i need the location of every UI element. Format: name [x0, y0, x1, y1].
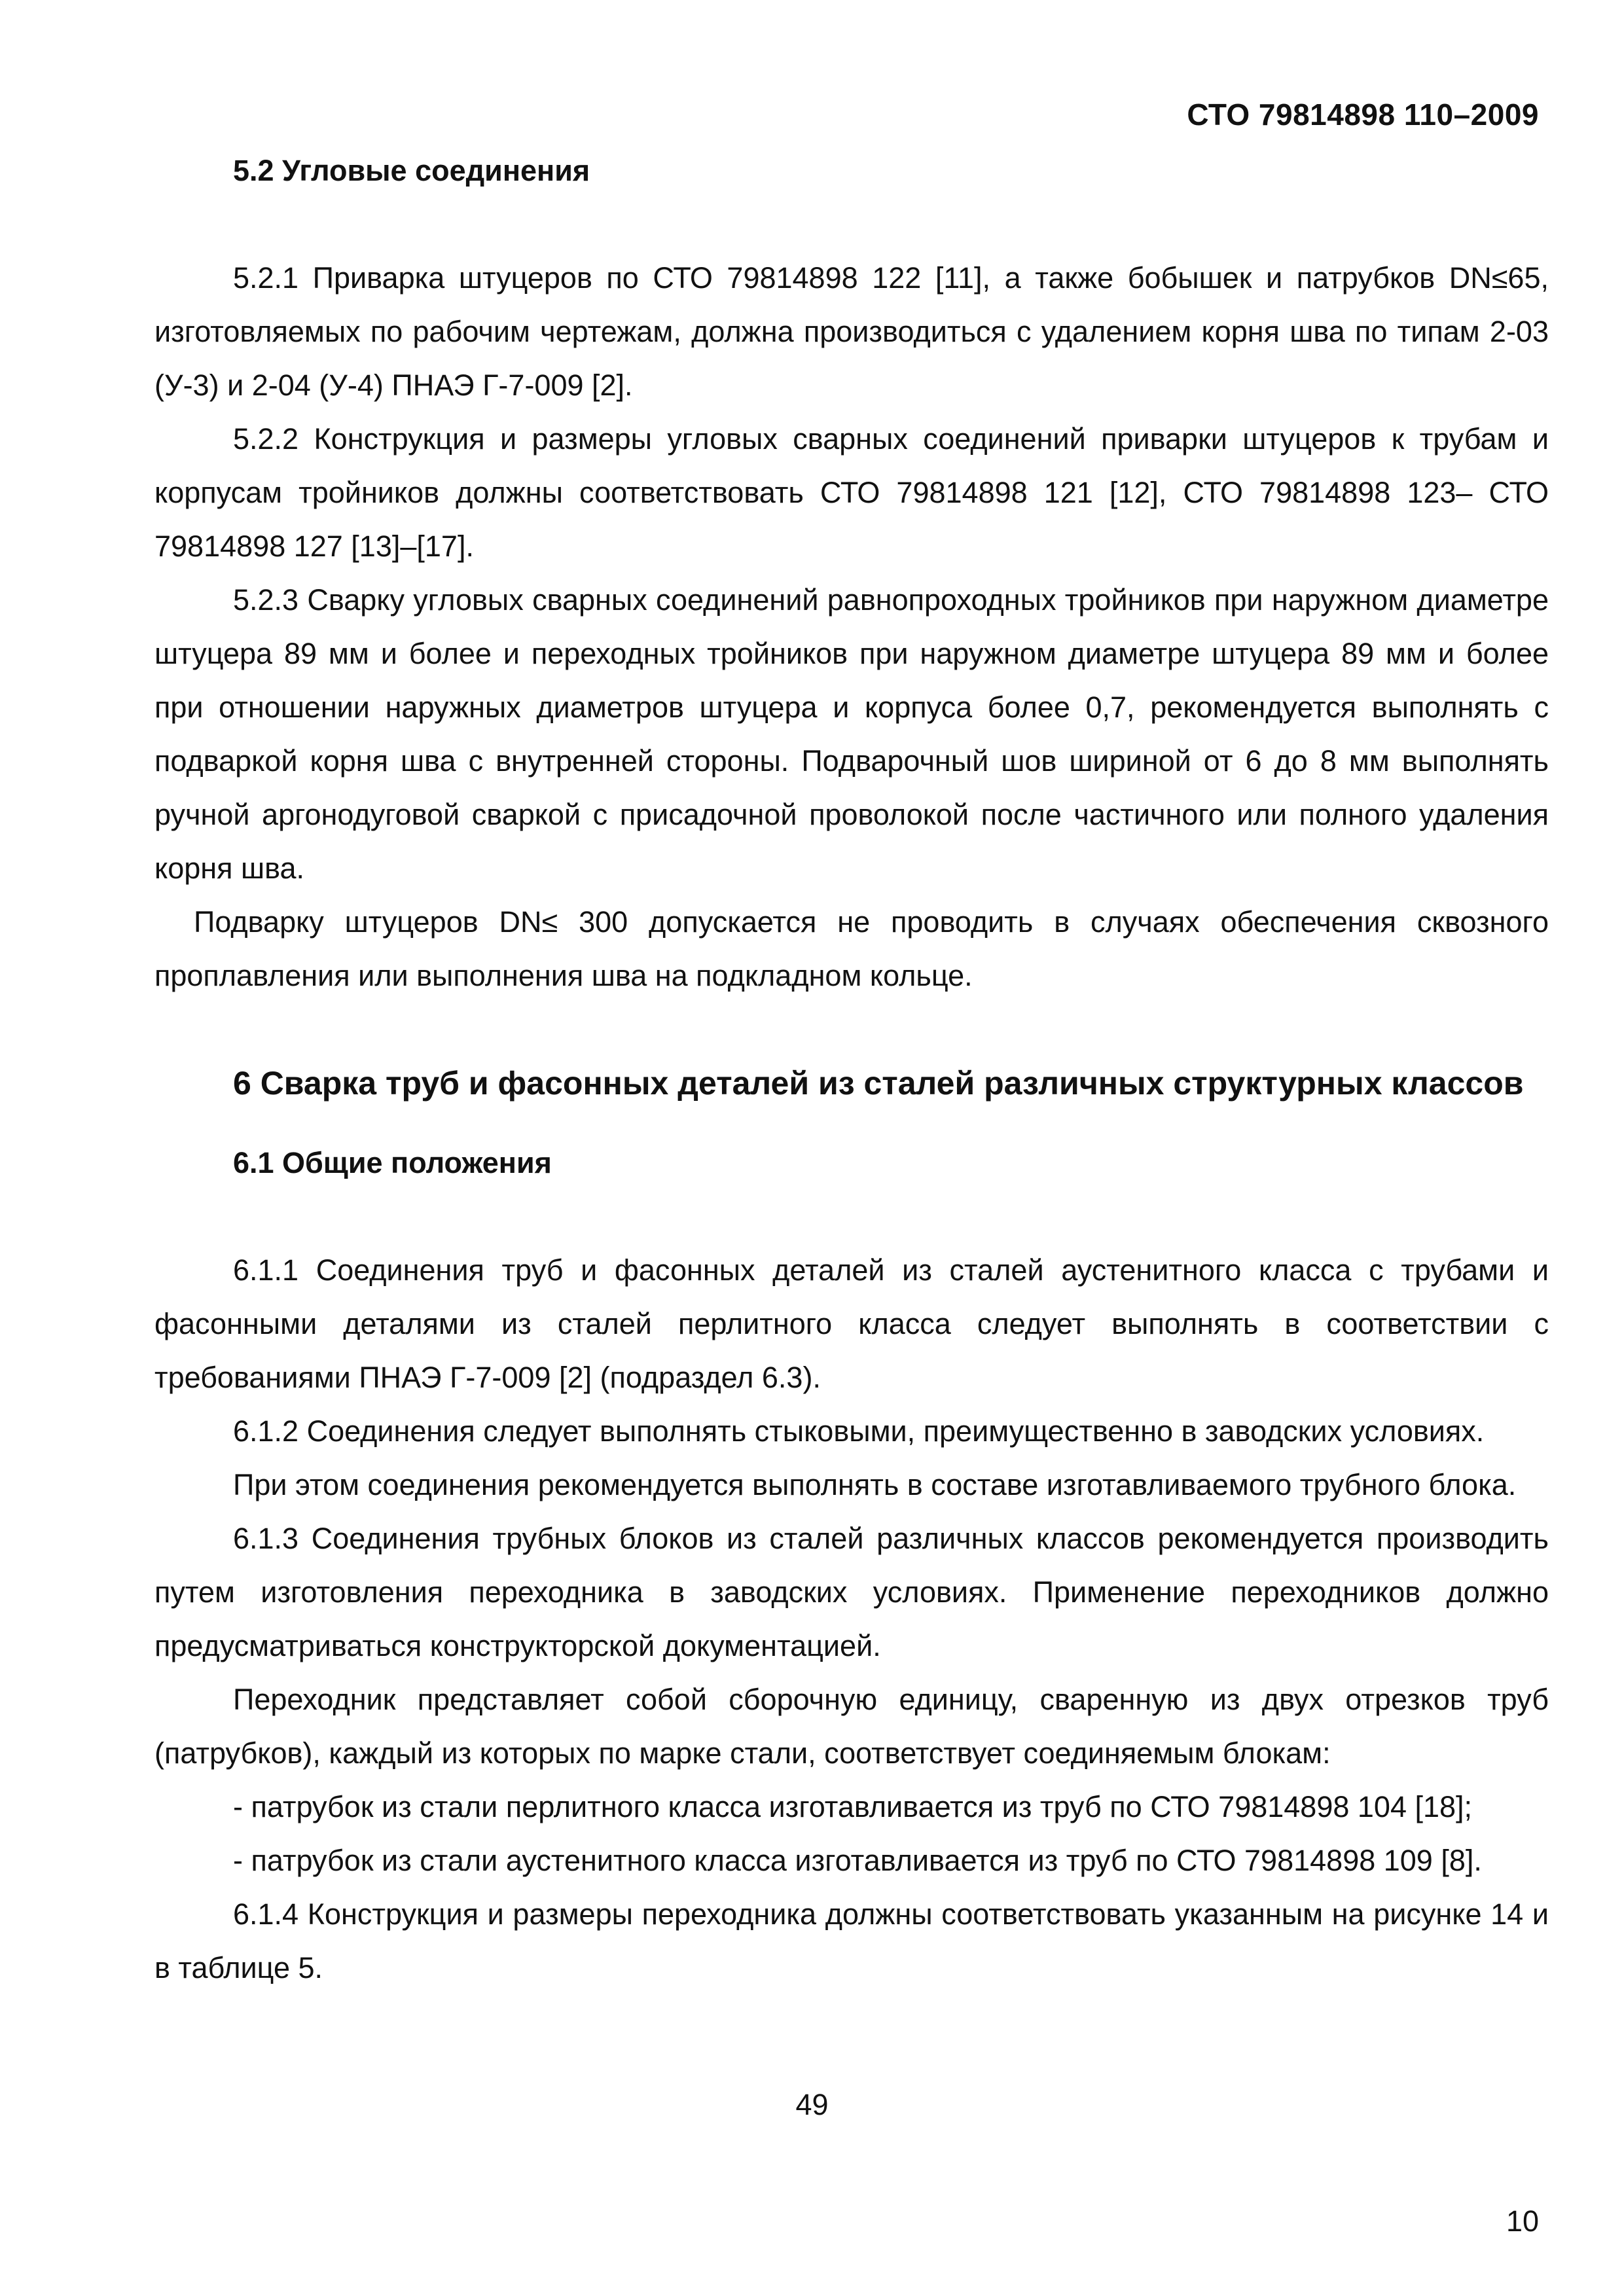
paragraph-5-2-1: 5.2.1 Приварка штуцеров по СТО 79814898 122 [11], а также бобышек и патрубков DN≤65, изготовляемых по рабочим чертежам, должна производиться с удалением корня шва по типам 2-03 (У-3) и 2-04 (У-4) ПНАЭ Г-7-009 [2].	[154, 261, 1549, 402]
paragraph-6-1-2-cont: При этом соединения рекомендуется выполнять в составе изготавливаемого трубного блока.	[233, 1468, 1517, 1501]
page-number: 49	[795, 2088, 829, 2121]
paragraph-5-2-3: 5.2.3 Сварку угловых сварных соединений равнопроходных тройников при наружном диаметре штуцера 89 мм и более и переходных тройников при наружном диаметре штуцера 89 мм и более при отношении наружных диаметров штуцера и корпуса более 0,7, рекомендуется выполнять с подваркой корня шва с внутренней стороны. Подварочный шов шириной от 6 до 8 мм выполнять ручной аргонодуговой сваркой с присадочной проволокой после частичного или полного удаления корня шва.	[154, 583, 1549, 885]
paragraph-5-2-2: 5.2.2 Конструкция и размеры угловых сварных соединений приварки штуцеров к трубам и корпусам тройников должны соответствовать СТО 79814898 121 [12], СТО 79814898 123– СТО 79814898 127 [13]–[17].	[154, 422, 1549, 563]
paragraph-5-2-3-note: Подварку штуцеров DN≤ 300 допускается не проводить в случаях обеспечения сквозного проплавления или выполнения шва на подкладном кольце.	[154, 905, 1549, 992]
paragraph-6-1-4: 6.1.4 Конструкция и размеры переходника должны соответствовать указанным на рисунке 14 и в таблице 5.	[154, 1897, 1549, 1984]
page-content	[154, 144, 1549, 1995]
subsection-heading-6-1: 6.1 Общие положения	[233, 1146, 552, 1179]
subsection-heading-5-2: 5.2 Угловые соединения	[233, 154, 590, 187]
list-item-pearlite-pipe: - патрубок из стали перлитного класса изготавливается из труб по СТО 79814898 104 [18];	[233, 1790, 1473, 1823]
list-item-austenite-pipe: - патрубок из стали аустенитного класса изготавливается из труб по СТО 79814898 109 [8].	[233, 1844, 1482, 1877]
paragraph-6-1-3-adapter: Переходник представляет собой сборочную единицу, сваренную из двух отрезков труб (патрубков), каждый из которых по марке стали, соответствует соединяемым блокам:	[154, 1683, 1549, 1770]
paragraph-6-1-1: 6.1.1 Соединения труб и фасонных деталей из сталей аустенитного класса с трубами и фасонными деталями из сталей перлитного класса следует выполнять в соответствии с требованиями ПНАЭ Г-7-009 [2] (подраздел 6.3).	[154, 1253, 1549, 1394]
sheet-number: 10	[1506, 2204, 1539, 2238]
section-heading-6: 6 Сварка труб и фасонных деталей из сталей различных структурных классов	[233, 1065, 1524, 1102]
paragraph-6-1-3: 6.1.3 Соединения трубных блоков из сталей различных классов рекомендуется производить путем изготовления переходника в заводских условиях. Применение переходников должно предусматриваться конструкторской документацией.	[154, 1522, 1549, 1662]
paragraph-6-1-2: 6.1.2 Соединения следует выполнять стыковыми, преимущественно в заводских условиях.	[233, 1414, 1485, 1448]
document-code: СТО 79814898 110–2009	[1187, 98, 1539, 132]
